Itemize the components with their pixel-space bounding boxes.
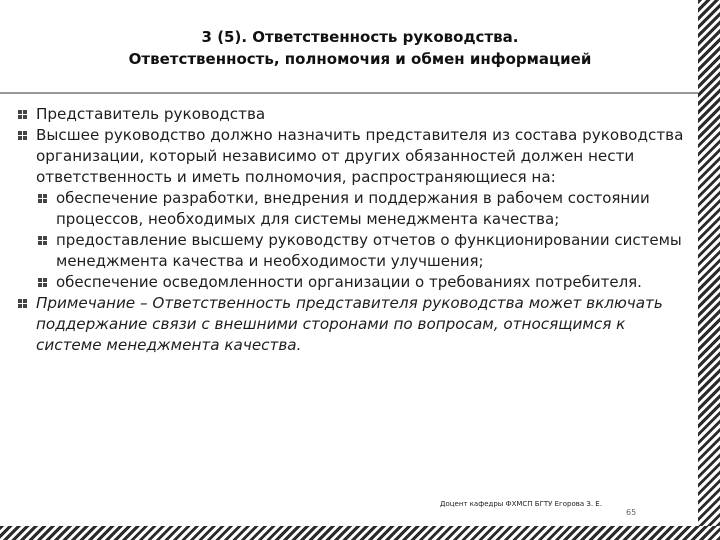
note-item — [18, 293, 690, 356]
square-bullet-icon — [18, 131, 27, 140]
bullet-list — [18, 104, 690, 356]
title-separator — [0, 92, 698, 94]
square-bullet-icon — [38, 278, 47, 287]
note-text: Примечание – Ответственность представителя руководства может включать поддержание связи с внешними сторонами по вопросам, относящимся к системе менеджмента качества. — [36, 294, 663, 354]
bullet-text: обеспечение осведомленности организации о требованиях потребителя. — [56, 273, 642, 291]
square-bullet-icon — [38, 194, 47, 203]
footer-author: Доцент кафедры ФХМСП БГТУ Егорова З. Е. — [440, 500, 602, 508]
bullet-text: предоставление высшему руководству отчетов о функционировании системы менеджмента качества и необходимости улучшения; — [56, 231, 682, 270]
page-number: 65 — [626, 508, 637, 517]
bullet-item — [18, 125, 690, 188]
sub-bullet-item — [38, 230, 690, 272]
title-line-2: Ответственность, полномочия и обмен информацией — [128, 50, 592, 68]
bullet-text: обеспечение разработки, внедрения и поддержания в рабочем состоянии процессов, необходимых для системы менеджмента качества; — [56, 189, 650, 228]
bullet-item — [18, 104, 690, 125]
decorative-hatch-bottom — [0, 526, 720, 540]
decorative-hatch-border — [698, 0, 720, 540]
bullet-text: Высшее руководство должно назначить представителя из состава руководства организации, который независимо от других обязанностей должен нести ответственность и иметь полномочия, распространяющиеся на: — [36, 126, 684, 186]
slide-title — [20, 26, 700, 70]
title-line-1: 3 (5). Ответственность руководства. — [201, 28, 519, 46]
square-bullet-icon — [38, 236, 47, 245]
square-bullet-icon — [18, 299, 27, 308]
square-bullet-icon — [18, 110, 27, 119]
sub-bullet-item — [38, 188, 690, 230]
bullet-text: Представитель руководства — [36, 105, 266, 123]
sub-bullet-item — [38, 272, 690, 293]
